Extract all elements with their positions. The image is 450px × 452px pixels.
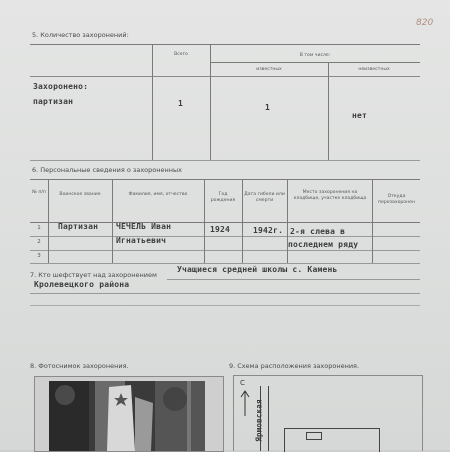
cemetery-outline: [284, 428, 380, 452]
row-2-num: 2: [37, 239, 41, 245]
row-1-birth: 1924: [210, 225, 231, 234]
row-3-num: 3: [37, 253, 41, 259]
row-1-place-2: последнем ряду: [288, 240, 359, 249]
col-known-header: известных: [256, 67, 282, 72]
row-1-name: ЧЕЧЕЛЬ Иван: [116, 222, 172, 231]
street-name: Ярмовская: [254, 399, 264, 442]
location-scheme: [233, 375, 423, 451]
grave-photo: [34, 376, 224, 452]
known-value: 1: [265, 103, 271, 112]
section9-title: 9. Схема расположения захоронения.: [229, 362, 360, 370]
header-from: Откуда перезахоронен: [378, 194, 415, 205]
total-value: 1: [178, 99, 184, 108]
header-death: Дата гибели или смерти: [244, 192, 285, 203]
patron-line-1: Учащиеся средней школы с. Камень: [177, 265, 338, 274]
patron-line-2: Кролевецкого района: [34, 280, 130, 289]
header-birth: Год рождения: [210, 192, 236, 203]
section5-title: 5. Количество захоронений:: [32, 31, 129, 39]
col-total-header: Всего: [174, 52, 188, 57]
row-label-buried: Захоронено:: [33, 82, 89, 91]
unknown-value: нет: [352, 111, 368, 120]
page-number: 820: [416, 18, 434, 28]
north-marker: С: [240, 379, 245, 387]
header-place: Место захоронения на кладбище, участке кладбища: [293, 190, 367, 201]
header-num: № п/п: [32, 190, 46, 195]
header-name: Фамилия, имя, отчество: [128, 192, 188, 197]
row-1-patronymic: Игнатьевич: [116, 236, 167, 245]
row-1-num: 1: [37, 225, 41, 231]
north-arrow-icon: [240, 390, 250, 416]
row-1-death: 1942г.: [253, 226, 284, 235]
row-label-partisans: партизан: [33, 97, 74, 106]
grave-marker: [306, 432, 322, 440]
section8-title: 8. Фотоснимок захоронения.: [30, 362, 129, 370]
header-rank: Воинское звание: [59, 192, 101, 197]
section7-title: 7. Кто шефствует над захоронением: [30, 271, 157, 279]
grave-photo-image: [35, 377, 223, 451]
col-incl-header: В том числе:: [299, 53, 331, 58]
section6-title: 6. Персональные сведения о захороненных: [32, 166, 182, 174]
row-1-rank: Партизан: [58, 222, 99, 231]
row-1-place: 2-я слева в: [290, 227, 346, 236]
col-unknown-header: неизвестных: [358, 67, 390, 72]
